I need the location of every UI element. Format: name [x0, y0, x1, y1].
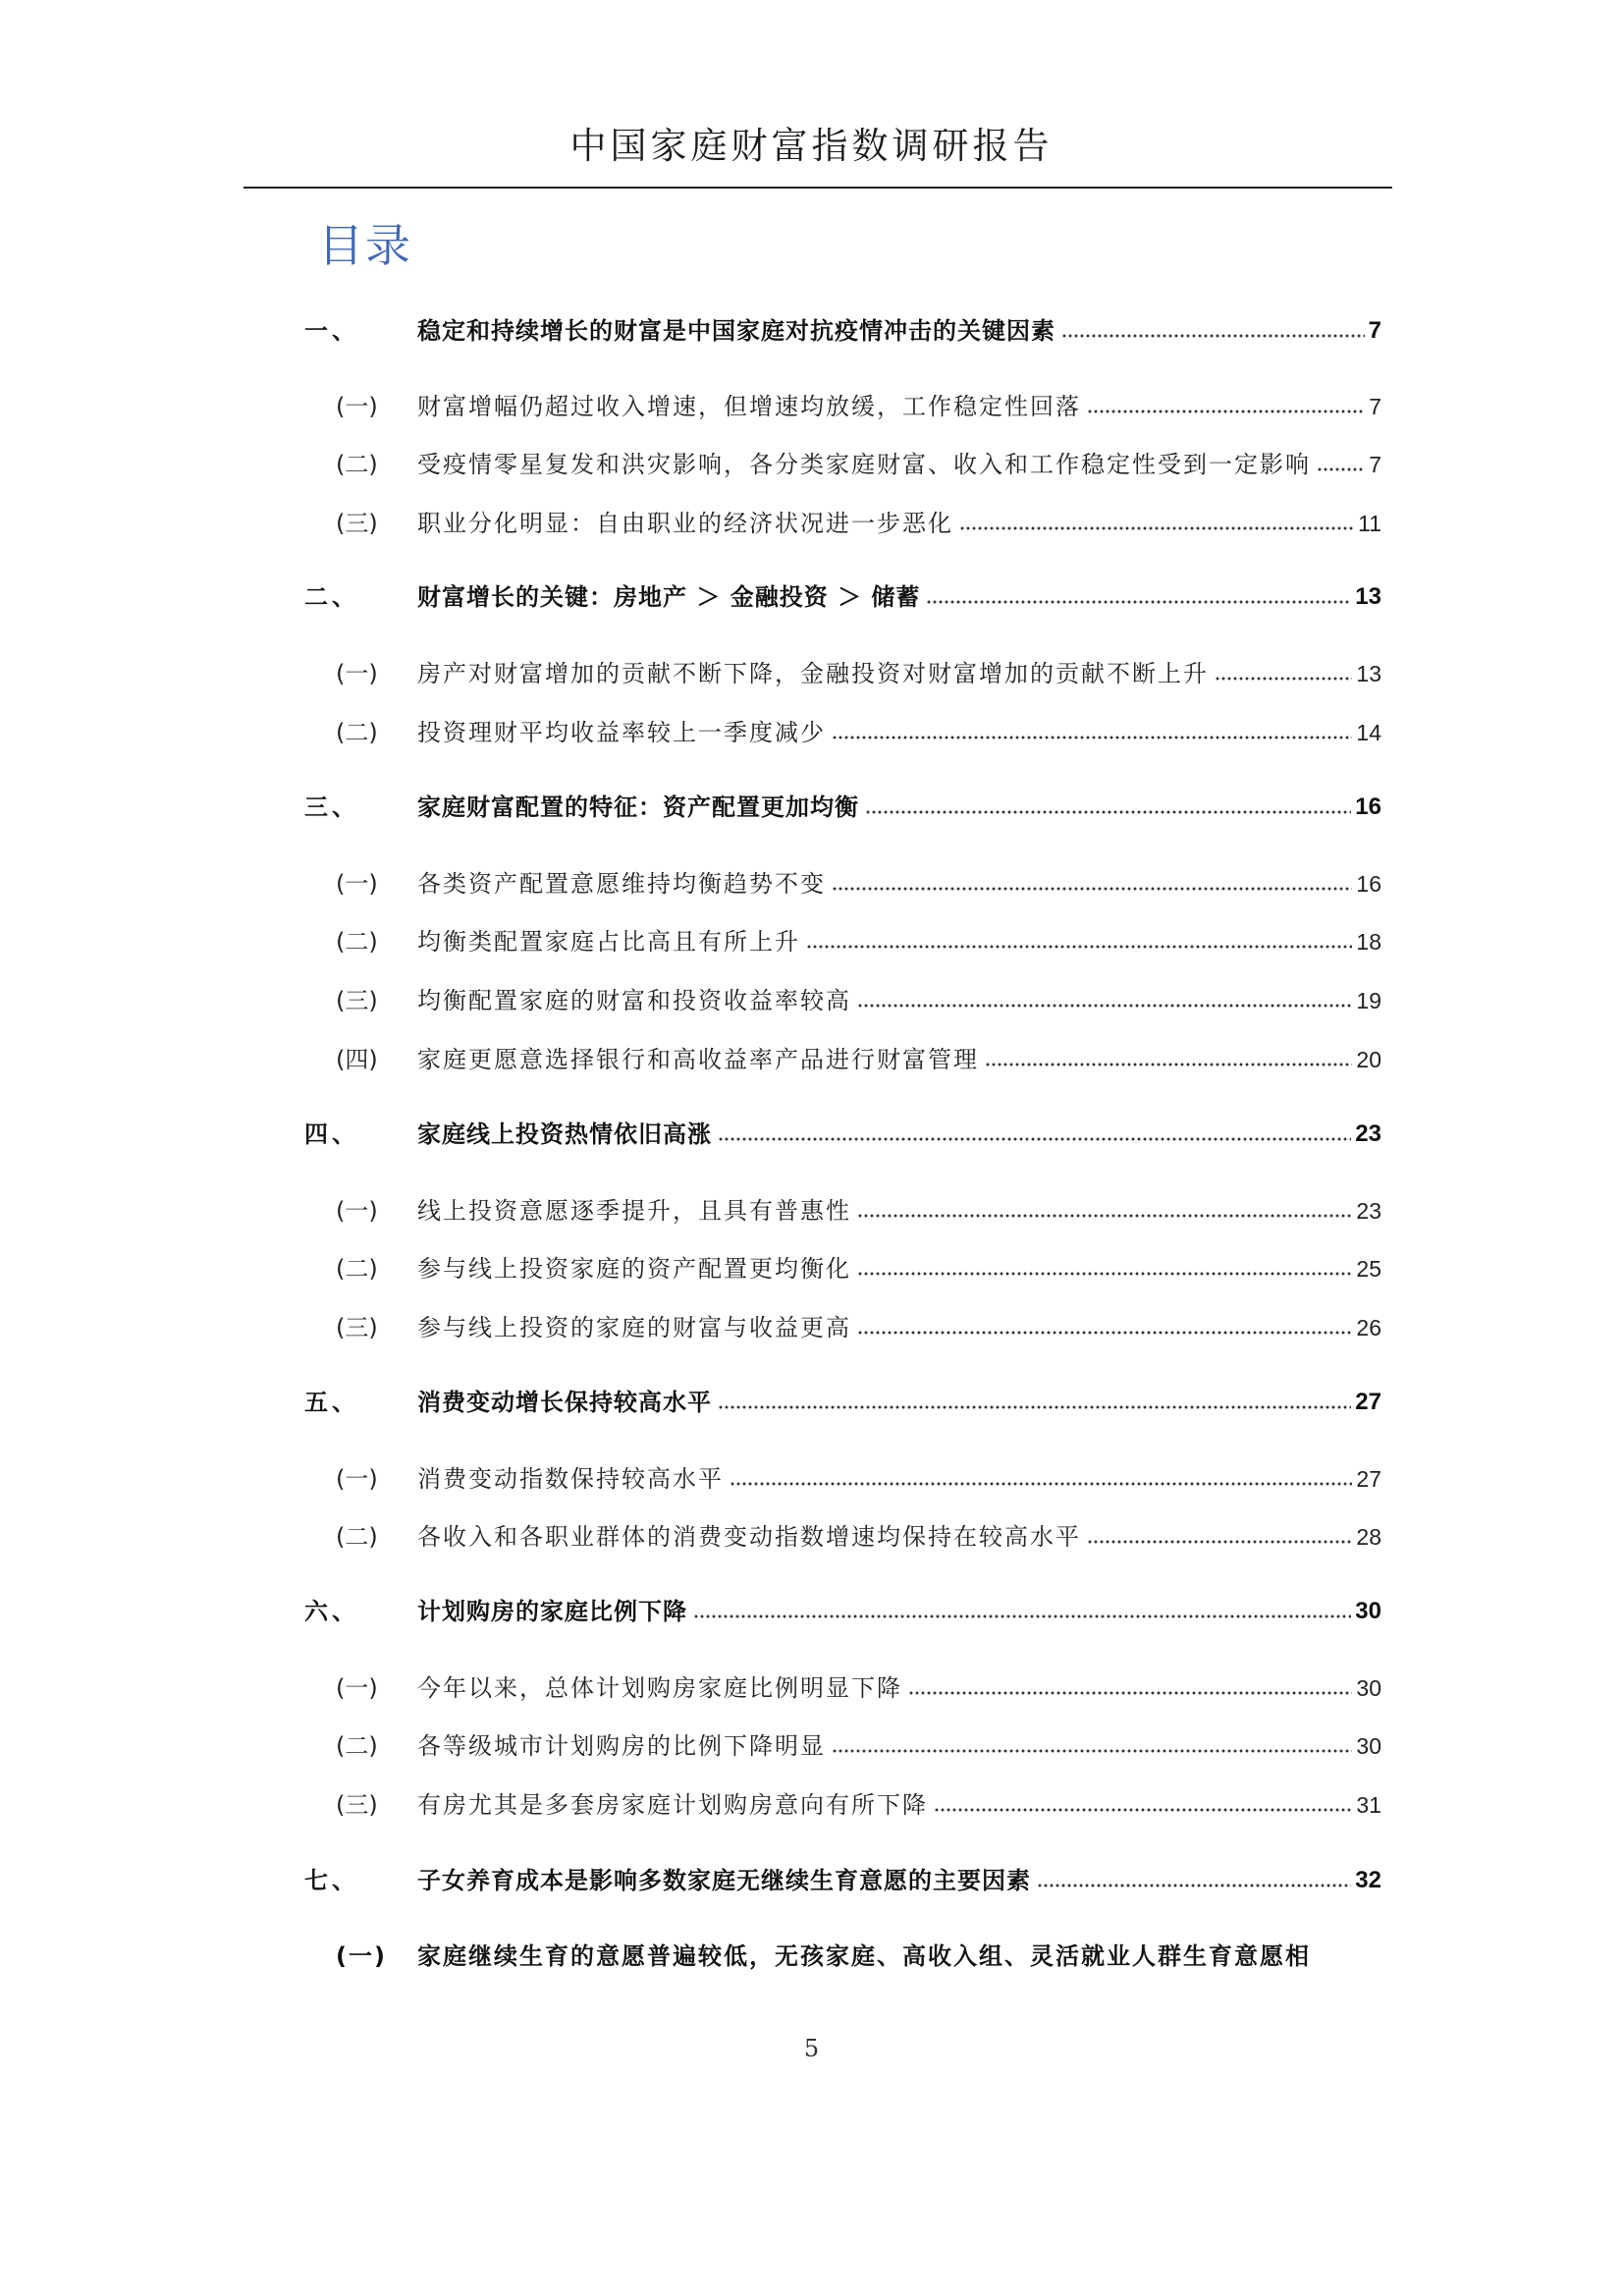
toc-entry-number: (一)	[336, 1674, 378, 1702]
toc-entry[interactable]	[0, 1247, 1623, 1290]
toc-entry-number: 七、	[304, 1867, 359, 1894]
toc-entry-number: (二)	[336, 928, 378, 956]
toc-entry-number: (四)	[336, 1046, 378, 1073]
toc-entry[interactable]	[0, 920, 1623, 963]
toc-entry-page: 32	[1355, 1867, 1381, 1893]
toc-entry-title: 线上投资意愿逐季提升，且具有普惠性	[417, 1197, 851, 1225]
toc-entry[interactable]	[0, 1038, 1623, 1081]
toc-entry-page: 30	[1356, 1675, 1381, 1701]
toc-dot-leader	[1317, 461, 1365, 472]
toc-entry-number: (一)	[336, 870, 378, 898]
toc-entry-page: 7	[1368, 317, 1381, 344]
toc-entry-page: 27	[1356, 1466, 1381, 1492]
toc-entry-number: (三)	[336, 1314, 378, 1341]
toc-entry-page: 7	[1369, 452, 1381, 477]
toc-entry-number: (二)	[336, 1523, 378, 1551]
toc-entry-page: 26	[1356, 1315, 1381, 1340]
toc-entry[interactable]	[0, 1189, 1623, 1232]
toc-entry-title: 房产对财富增加的贡献不断下降，金融投资对财富增加的贡献不断上升	[417, 660, 1209, 687]
toc-entry-title: 参与线上投资的家庭的财富与收益更高	[417, 1314, 851, 1341]
toc-entry-number: (三)	[336, 1791, 378, 1819]
toc-dot-leader	[693, 1608, 1351, 1619]
toc-entry-title: 受疫情零星复发和洪灾影响，各分类家庭财富、收入和工作稳定性受到一定影响	[417, 451, 1311, 478]
toc-entry[interactable]	[0, 1515, 1623, 1558]
toc-entry-title: 家庭继续生育的意愿普遍较低，无孩家庭、高收入组、灵活就业人群生育意愿相	[417, 1942, 1311, 1970]
toc-entry-page: 23	[1355, 1121, 1381, 1147]
toc-entry[interactable]	[0, 652, 1623, 695]
toc-entry-title: 消费变动指数保持较高水平	[417, 1465, 724, 1493]
toc-entry-number: 五、	[304, 1389, 359, 1416]
toc-entry-number: (一)	[336, 1197, 378, 1225]
toc-entry-number: (二)	[336, 451, 378, 478]
toc-entry-title: 子女养育成本是影响多数家庭无继续生育意愿的主要因素	[417, 1867, 1031, 1894]
toc-entry-number: 四、	[304, 1121, 359, 1148]
toc-entry-page: 30	[1356, 1733, 1381, 1759]
toc-entry-page: 19	[1356, 988, 1381, 1013]
toc-entry-page: 16	[1355, 793, 1381, 820]
running-header: 中国家庭财富指数调研报告	[569, 125, 1054, 167]
toc-entry-page: 30	[1355, 1598, 1381, 1624]
toc-entry-number: (三)	[336, 510, 378, 537]
toc-entry-title: 各收入和各职业群体的消费变动指数增速均保持在较高水平	[417, 1523, 1081, 1551]
toc-entry-number: 一、	[304, 317, 359, 345]
toc-entry[interactable]	[0, 1859, 1623, 1902]
toc-entry-page: 13	[1355, 583, 1381, 610]
toc-entry-number: (一)	[336, 1465, 378, 1493]
toc-entry-number: 三、	[304, 793, 359, 821]
toc-entry-page: 27	[1355, 1389, 1381, 1415]
toc-entry-page: 20	[1356, 1047, 1381, 1072]
toc-dot-leader	[1215, 670, 1352, 682]
toc-entry[interactable]	[0, 502, 1623, 545]
toc-dot-leader	[959, 519, 1354, 531]
toc-entry[interactable]	[0, 786, 1623, 829]
toc-entry-page: 31	[1356, 1792, 1381, 1818]
toc-entry-title: 家庭更愿意选择银行和高收益率产品进行财富管理	[417, 1046, 979, 1073]
toc-entry[interactable]	[0, 443, 1623, 486]
toc-entry-title: 有房尤其是多套房家庭计划购房意向有所下降	[417, 1791, 928, 1819]
toc-title: 目录	[318, 219, 412, 272]
toc-entry[interactable]	[0, 1381, 1623, 1424]
toc-entry-page: 7	[1369, 394, 1381, 419]
toc-entry-page: 13	[1356, 661, 1381, 686]
toc-dot-leader	[832, 880, 1352, 892]
toc-entry-title: 投资理财平均收益率较上一季度减少	[417, 719, 826, 746]
toc-entry-page: 16	[1356, 871, 1381, 897]
toc-entry-number: (一)	[336, 1942, 387, 1970]
toc-dot-leader	[865, 803, 1351, 815]
toc-entry-number: (一)	[336, 393, 378, 420]
toc-entry-title: 各等级城市计划购房的比例下降明显	[417, 1732, 826, 1760]
toc-entry-number: 二、	[304, 583, 359, 611]
toc-entry[interactable]	[0, 711, 1623, 754]
toc-entry[interactable]	[0, 1783, 1623, 1827]
toc-entry[interactable]	[0, 1113, 1623, 1156]
toc-entry-number: (二)	[336, 1732, 378, 1760]
toc-entry-number: (二)	[336, 1255, 378, 1283]
toc-entry-page: 28	[1356, 1524, 1381, 1550]
toc-entry-number: (一)	[336, 660, 378, 687]
toc-entry-page: 23	[1356, 1198, 1381, 1224]
toc-entry[interactable]	[0, 1590, 1623, 1633]
toc-entry[interactable]	[0, 1935, 1623, 1978]
toc-entry[interactable]	[0, 309, 1623, 353]
toc-entry-number: 六、	[304, 1598, 359, 1625]
toc-entry[interactable]	[0, 862, 1623, 905]
toc-entry[interactable]	[0, 575, 1623, 619]
toc-entry-title: 稳定和持续增长的财富是中国家庭对抗疫情冲击的关键因素	[417, 317, 1055, 345]
toc-entry-title: 今年以来，总体计划购房家庭比例明显下降	[417, 1674, 902, 1702]
toc-entry[interactable]	[0, 1306, 1623, 1349]
toc-dot-leader	[806, 938, 1352, 950]
toc-dot-leader	[832, 729, 1352, 740]
toc-entry-title: 职业分化明显：自由职业的经济状况进一步恶化	[417, 510, 953, 537]
toc-dot-leader	[1061, 327, 1365, 339]
toc-entry-title: 家庭财富配置的特征：资产配置更加均衡	[417, 793, 859, 821]
toc-entry-title: 均衡配置家庭的财富和投资收益率较高	[417, 987, 851, 1014]
toc-dot-leader	[832, 1742, 1352, 1754]
toc-entry[interactable]	[0, 1667, 1623, 1710]
toc-entry-title: 财富增幅仍超过收入增速，但增速均放缓，工作稳定性回落	[417, 393, 1081, 420]
toc-dot-leader	[857, 1324, 1352, 1336]
toc-entry-page: 14	[1356, 720, 1381, 745]
toc-entry-title: 均衡类配置家庭占比高且有所上升	[417, 928, 800, 956]
toc-entry-title: 各类资产配置意愿维持均衡趋势不变	[417, 870, 826, 898]
toc-entry-number: (二)	[336, 719, 378, 746]
toc-entry-page: 11	[1358, 511, 1381, 536]
toc-dot-leader	[718, 1130, 1351, 1142]
toc-dot-leader	[934, 1801, 1352, 1813]
toc-entry[interactable]	[0, 385, 1623, 428]
toc-dot-leader	[1087, 1533, 1352, 1545]
toc-entry-title: 计划购房的家庭比例下降	[417, 1598, 687, 1625]
toc-entry-number: (三)	[336, 987, 378, 1014]
toc-entry-title: 参与线上投资家庭的资产配置更均衡化	[417, 1255, 851, 1283]
toc-dot-leader	[730, 1475, 1352, 1487]
toc-dot-leader	[857, 1207, 1352, 1219]
toc-entry-page: 18	[1356, 929, 1381, 955]
toc-entry-title: 财富增长的关键：房地产 ＞ 金融投资 ＞ 储蓄	[417, 583, 921, 611]
toc-dot-leader	[985, 1056, 1352, 1067]
toc-dot-leader	[857, 997, 1352, 1009]
toc-dot-leader	[857, 1265, 1352, 1277]
toc-dot-leader	[1037, 1877, 1351, 1888]
toc-dot-leader	[1087, 403, 1365, 414]
toc-dot-leader	[926, 593, 1351, 605]
toc-entry-title: 家庭线上投资热情依旧高涨	[417, 1121, 712, 1148]
toc-dot-leader	[718, 1398, 1351, 1410]
toc-entry[interactable]	[0, 979, 1623, 1022]
toc-entry[interactable]	[0, 1724, 1623, 1768]
toc-entry[interactable]	[0, 1457, 1623, 1501]
toc-entry-title: 消费变动增长保持较高水平	[417, 1389, 712, 1416]
toc-entry-page: 25	[1356, 1256, 1381, 1282]
page-number: 5	[803, 2035, 820, 2062]
toc-dot-leader	[908, 1684, 1352, 1696]
